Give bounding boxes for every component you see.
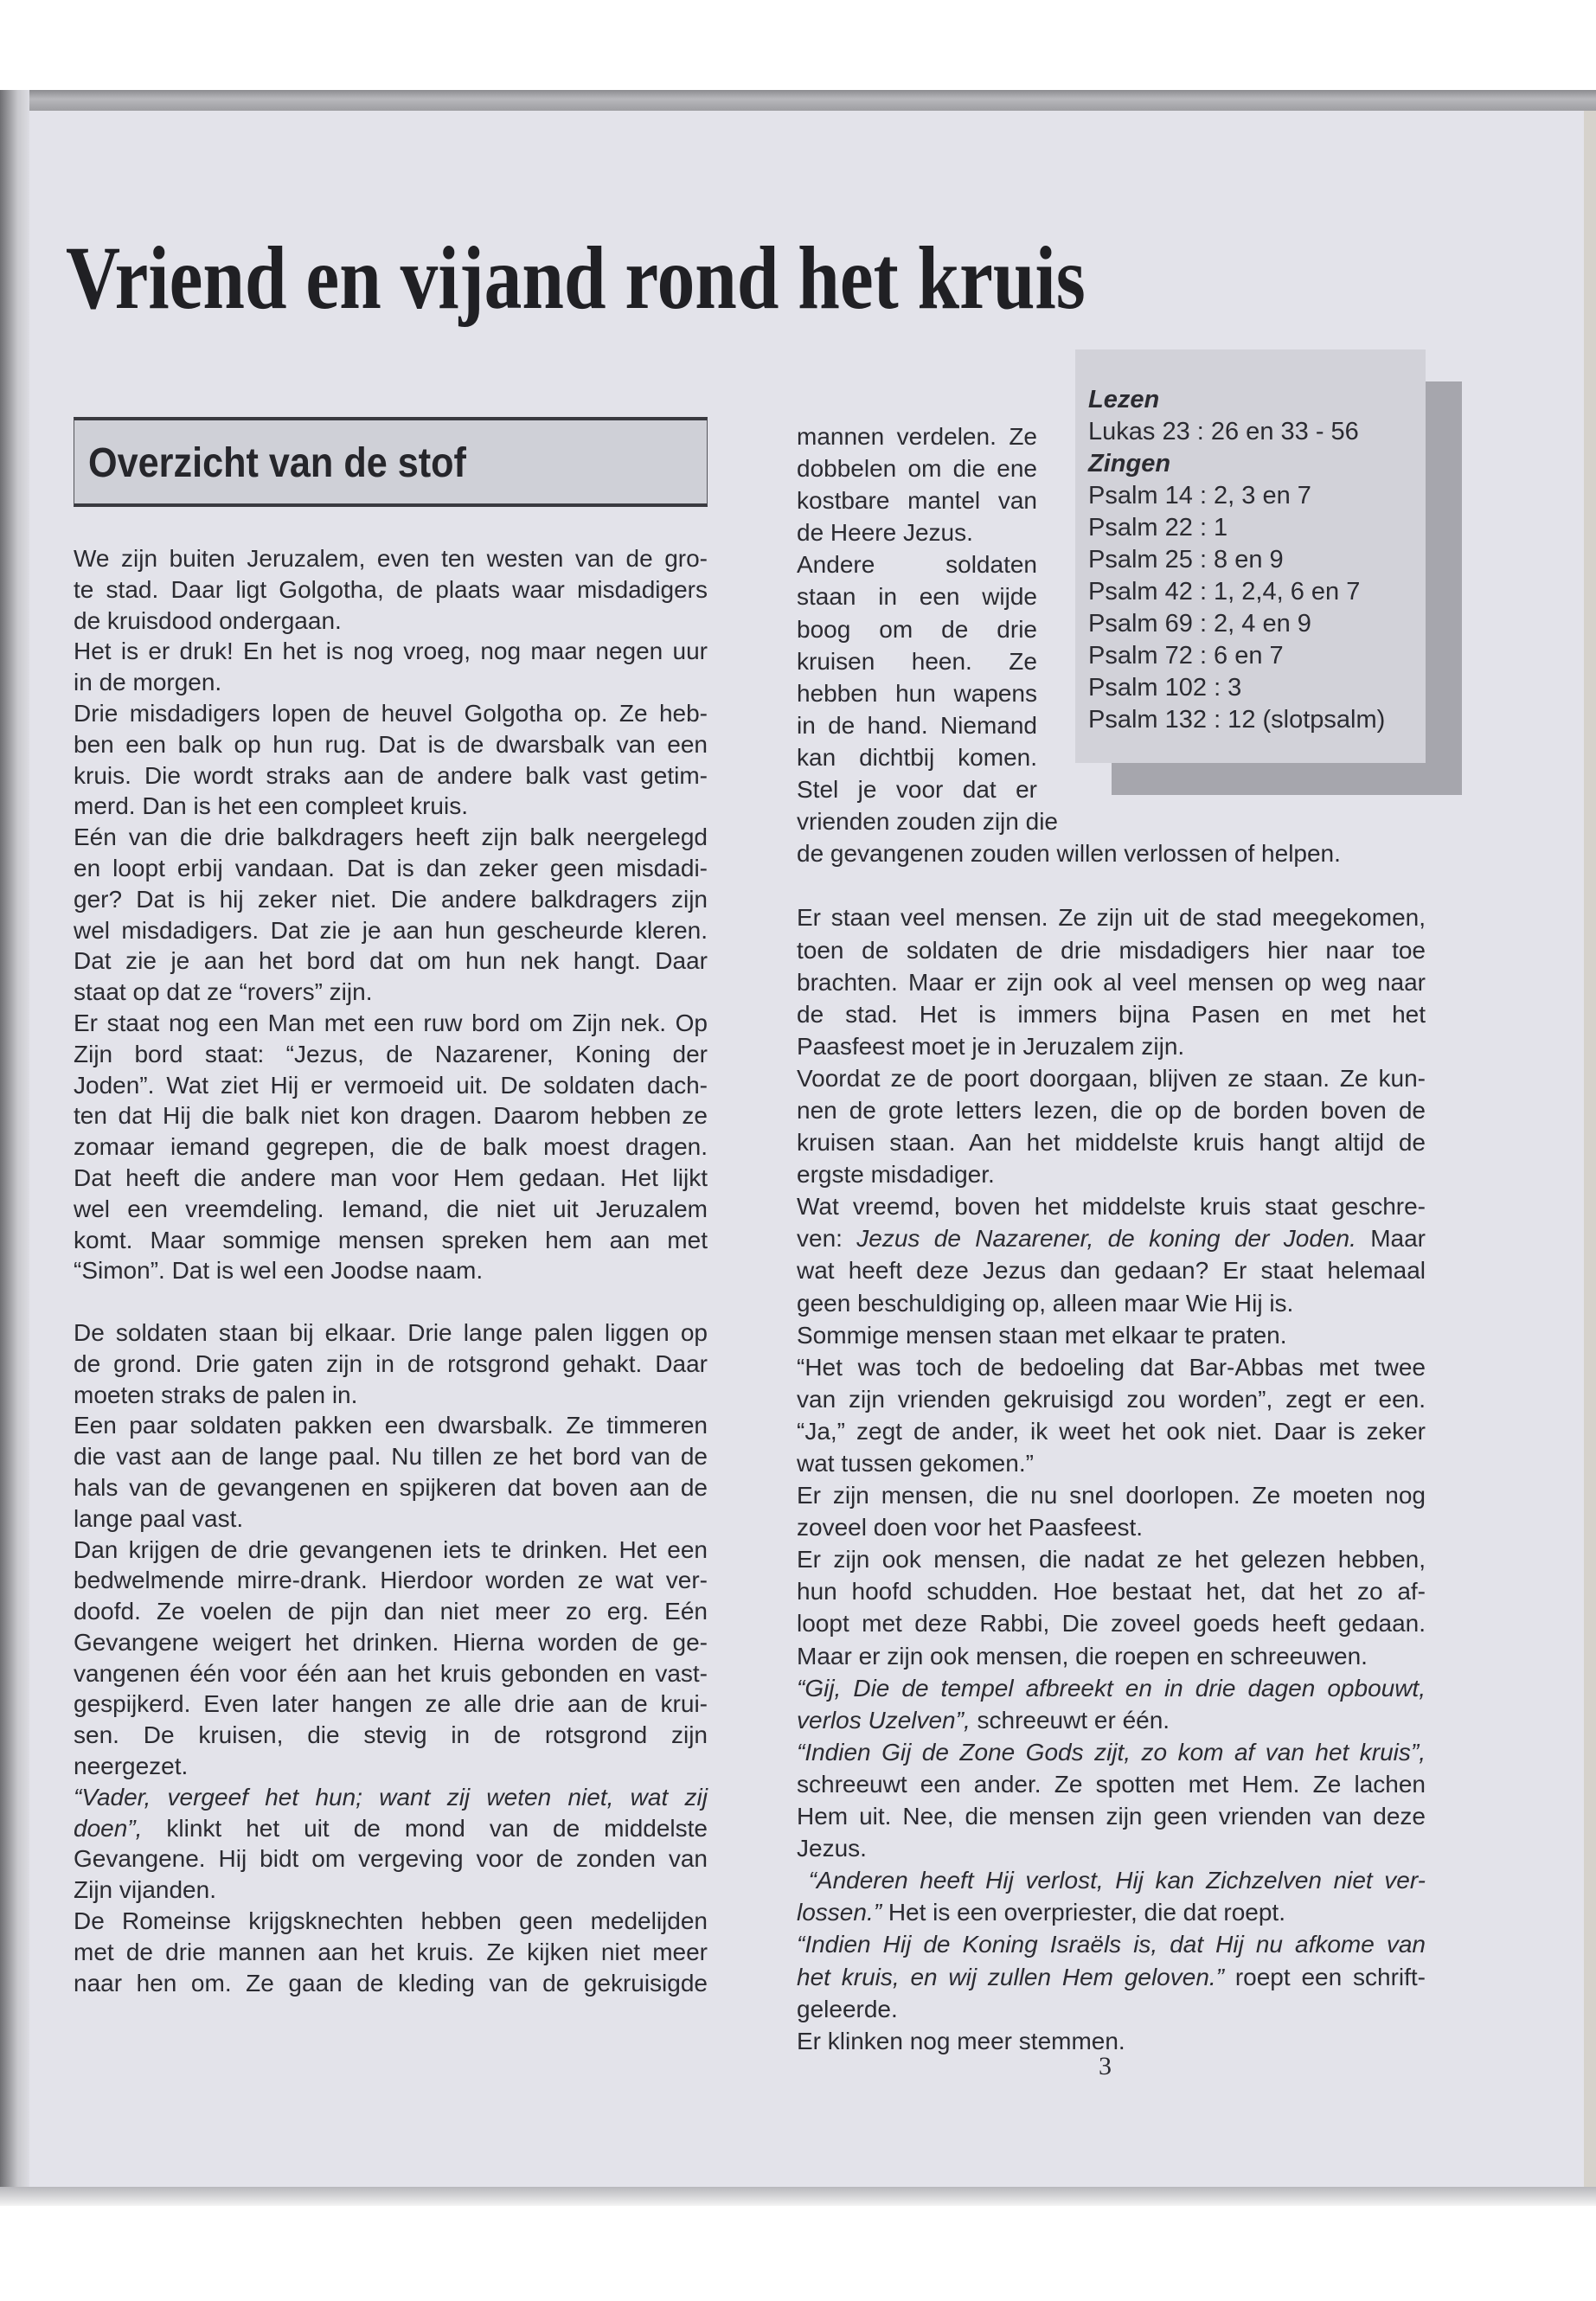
text-line: geleerde. xyxy=(797,1995,898,2022)
text-line: Dat zie je aan het bord dat om hun nek hangt. Daar xyxy=(74,947,708,975)
italic-quote: verlos Uzelven”, xyxy=(797,1706,971,1734)
text-line: ten dat Hij die balk niet kon dragen. Daarom hebben ze xyxy=(74,1102,708,1130)
page-number: 3 xyxy=(1099,2052,1112,2080)
text-line: Dan krijgen de drie gevangenen iets te drinken. Het een xyxy=(74,1535,708,1563)
text-segment: ven: xyxy=(797,1225,857,1253)
text-line: hun hoofd schudden. Hoe bestaat het, dat het zo af- xyxy=(797,1578,1426,1606)
text-line: Er zijn mensen, die nu snel doorlopen. Ze moeten nog xyxy=(797,1482,1426,1509)
text-line: wat tussen gekomen.” xyxy=(797,1450,1034,1477)
text-line: moeten straks de palen in. xyxy=(74,1381,358,1408)
paragraph-gap xyxy=(797,869,1426,901)
text-line: neergezet. xyxy=(74,1753,189,1780)
italic-quote: “Anderen heeft Hij verlost, Hij kan Zichzelven niet ver- xyxy=(797,1867,1426,1894)
text-line: sen. De kruisen, die stevig in de rotsgrond zijn xyxy=(74,1721,708,1749)
italic-quote: doen”, xyxy=(74,1814,143,1842)
text-line: Paasfeest moet je in Jeruzalem zijn. xyxy=(797,1032,1185,1060)
text-line: staat op dat ze “rovers” zijn. xyxy=(74,978,373,1006)
text-line: Een paar soldaten pakken een dwarsbalk. Ze timmeren xyxy=(74,1412,708,1439)
text-line: Er staan veel mensen. Ze zijn uit de stad meegekomen, xyxy=(797,904,1426,932)
text-line xyxy=(797,1736,1426,1768)
text-line: dobbelen om die ene xyxy=(797,455,1037,483)
text-line: lange paal vast. xyxy=(74,1504,244,1532)
paragraph-gap xyxy=(74,1286,708,1317)
text-line: de kruisdood ondergaan. xyxy=(74,606,342,634)
sing-item: Psalm 72 : 6 en 7 xyxy=(1088,642,1284,670)
italic-quote: “Indien Hij de Koning Israëls is, dat Hij nu afkome van xyxy=(797,1931,1426,1958)
sing-item: Psalm 22 : 1 xyxy=(1088,514,1228,542)
text-line: in de hand. Niemand xyxy=(797,711,1037,739)
text-line xyxy=(797,1222,1426,1254)
left-text-column xyxy=(74,543,708,1998)
text-line: wel misdadigers. Dat zie je aan hun gescheurde kleren. xyxy=(74,916,708,944)
sing-heading: Zingen xyxy=(1088,450,1171,478)
text-line: vrienden zouden zijn die xyxy=(797,808,1058,836)
text-line: merd. Dan is het een compleet kruis. xyxy=(74,792,468,820)
text-line: wat heeft deze Jezus dan gedaan? Er staat helemaal xyxy=(797,1257,1426,1285)
text-line: Zijn vijanden. xyxy=(74,1876,216,1904)
overview-heading: Overzicht van de stof xyxy=(88,440,466,486)
text-line: zoveel doen voor het Paasfeest. xyxy=(797,1514,1144,1541)
text-line: ergste misdadiger. xyxy=(797,1161,995,1189)
text-line: zomaar iemand gegrepen, die de balk moest dragen. xyxy=(74,1133,708,1161)
text-line: naar hen om. Ze gaan de kleding van de gekruisigde xyxy=(74,1969,708,1997)
text-line: De soldaten staan bij elkaar. Drie lange palen liggen op xyxy=(74,1318,708,1346)
text-line: Het is er druk! En het is nog vroeg, nog maar negen uur xyxy=(74,638,708,665)
sing-item: Psalm 102 : 3 xyxy=(1088,674,1242,702)
read-heading: Lezen xyxy=(1088,386,1160,413)
text-line xyxy=(797,1928,1426,1960)
text-line: komt. Maar sommige mensen spreken hem aan met xyxy=(74,1226,708,1253)
page-edge xyxy=(1584,111,1596,2187)
text-segment: schreeuwt er één. xyxy=(970,1706,1170,1734)
right-text-column xyxy=(797,420,1426,2057)
italic-quote: het kruis, en wij zullen Hem geloven.” xyxy=(797,1963,1225,1990)
text-line: Er klinken nog meer stemmen. xyxy=(797,2027,1125,2054)
italic-quote: “Indien Gij de Zone Gods zijt, zo kom af van het kruis”, xyxy=(797,1738,1426,1766)
text-line: Voordat ze de poort doorgaan, blijven ze staan. Ze kun- xyxy=(797,1064,1426,1092)
text-line: “Ja,” zegt de ander, ik weet het ook niet. Daar is zeker xyxy=(797,1417,1426,1445)
text-line: die vast aan de lange paal. Nu tillen ze het bord van de xyxy=(74,1443,708,1471)
text-line: toen de soldaten de drie misdadigers hier naar toe xyxy=(797,936,1426,964)
text-line: Er zijn ook mensen, die nadat ze het gelezen hebben, xyxy=(797,1546,1426,1574)
text-line: kruis. Die wordt straks aan de andere balk vast getim- xyxy=(74,761,708,789)
text-line: Wat vreemd, boven het middelste kruis staat geschre- xyxy=(797,1193,1426,1221)
text-line: ger? Dat is hij zeker niet. Die andere balkdragers zijn xyxy=(74,885,708,913)
text-line: Zijn bord staat: “Jezus, de Nazarener, Koning der xyxy=(74,1040,708,1067)
text-line xyxy=(797,1896,1426,1928)
page-bottom-shadow xyxy=(0,2187,1596,2206)
text-line: gespijkerd. Even later hangen ze alle drie aan de krui- xyxy=(74,1690,708,1718)
text-line: Sommige mensen staan met elkaar te praten. xyxy=(797,1321,1287,1349)
text-line: Jezus. xyxy=(797,1835,867,1862)
text-line: de Heere Jezus. xyxy=(797,519,973,547)
book-binding-left xyxy=(0,90,29,2201)
sing-item: Psalm 42 : 1, 2,4, 6 en 7 xyxy=(1088,578,1361,606)
text-line: vangenen één voor één aan het kruis gebonden en vast- xyxy=(74,1659,708,1687)
text-segment: roept een schrift- xyxy=(1224,1963,1426,1990)
text-line: brachten. Maar er zijn ook al veel mensen op weg naar xyxy=(797,968,1426,996)
text-line: de gevangenen zouden willen verlossen of helpen. xyxy=(797,840,1341,868)
text-line: Andere soldaten xyxy=(797,551,1037,579)
text-segment: Het is een overpriester, die dat roept. xyxy=(881,1899,1285,1926)
text-line: ben een balk op hun rug. Dat is de dwarsbalk van een xyxy=(74,730,708,758)
text-line: hals van de gevangenen en spijkeren dat boven aan de xyxy=(74,1473,708,1501)
text-line: hebben hun wapens xyxy=(797,679,1037,707)
text-line: van zijn vrienden gekruisigd zou worden”, zegt er een. xyxy=(797,1385,1426,1413)
text-line: en loopt erbij vandaan. Dat is dan zeker geen misdadi- xyxy=(74,854,708,881)
text-line: bedwelmende mirre-drank. Hierdoor worden ze wat ver- xyxy=(74,1567,708,1594)
italic-quote: “Gij, Die de tempel afbreekt en in drie dagen opbouwt, xyxy=(797,1674,1426,1702)
sing-item: Psalm 69 : 2, 4 en 9 xyxy=(1088,610,1311,638)
text-line: wel een vreemdeling. Iemand, die niet uit Jeruzalem xyxy=(74,1195,708,1222)
text-line: Er staat nog een Man met een ruw bord om Zijn nek. Op xyxy=(74,1009,708,1036)
text-line: schreeuwt een ander. Ze spotten met Hem. Ze lachen xyxy=(797,1770,1426,1798)
sing-item: Psalm 132 : 12 (slotpsalm) xyxy=(1088,706,1386,734)
text-line: Joden”. Wat ziet Hij er vermoeid uit. De soldaten dach- xyxy=(74,1071,708,1099)
text-line: geen beschuldiging op, alleen maar Wie Hij is. xyxy=(797,1289,1294,1317)
text-line: boog om de drie xyxy=(797,615,1037,643)
text-line: te stad. Daar ligt Golgotha, de plaats waar misdadigers xyxy=(74,575,708,603)
text-line: “Simon”. Dat is wel een Joodse naam. xyxy=(74,1257,484,1285)
text-line xyxy=(74,1782,708,1813)
italic-quote: Jezus de Nazarener, de koning der Joden. xyxy=(856,1225,1356,1253)
text-line: Drie misdadigers lopen de heuvel Golgotha op. Ze heb- xyxy=(74,699,708,727)
text-line: kruisen heen. Ze xyxy=(797,647,1037,675)
italic-quote: lossen.” xyxy=(797,1899,882,1926)
text-line xyxy=(797,1961,1426,1993)
text-line: Eén van die drie balkdragers heeft zijn balk neergelegd xyxy=(74,824,708,851)
sing-item: Psalm 14 : 2, 3 en 7 xyxy=(1088,482,1311,510)
text-line: We zijn buiten Jeruzalem, even ten westen van de gro- xyxy=(74,545,708,572)
read-item: Lukas 23 : 26 en 33 - 56 xyxy=(1088,418,1359,445)
text-line: de grond. Drie gaten zijn in de rotsgrond gehakt. Daar xyxy=(74,1349,708,1377)
text-line: kostbare mantel van xyxy=(797,487,1037,515)
text-line: Stel je voor dat er xyxy=(797,776,1037,804)
text-line: loopt met deze Rabbi, Die zoveel goeds heeft gedaan. xyxy=(797,1610,1426,1638)
overview-heading-box xyxy=(74,417,708,507)
text-line: Dat heeft die andere man voor Hem gedaan. Het lijkt xyxy=(74,1163,708,1191)
text-line: doofd. Ze voelen de pijn dan niet meer zo erg. Eén xyxy=(74,1598,708,1625)
text-line: kan dichtbij komen. xyxy=(797,743,1037,771)
italic-quote: “Vader, vergeef het hun; want zij weten niet, wat zij xyxy=(74,1783,708,1811)
text-line: staan in een wijde xyxy=(797,583,1037,611)
text-line: Hem uit. Nee, die mensen zijn geen vrienden van deze xyxy=(797,1803,1426,1830)
text-line: Gevangene weigert het drinken. Hierna worden de ge- xyxy=(74,1628,708,1656)
text-segment: Maar xyxy=(1356,1225,1426,1253)
text-line: kruisen staan. Aan het middelste kruis hangt altijd de xyxy=(797,1129,1426,1157)
sing-item: Psalm 25 : 8 en 9 xyxy=(1088,546,1284,574)
text-line: nen de grote letters lezen, die op de borden boven de xyxy=(797,1096,1426,1124)
text-line: met de drie mannen aan het kruis. Ze kijken niet meer xyxy=(74,1938,708,1965)
text-line: in de morgen. xyxy=(74,669,222,696)
text-line xyxy=(797,1864,1426,1896)
text-line xyxy=(797,1672,1426,1704)
text-line: mannen verdelen. Ze xyxy=(797,423,1037,450)
text-line xyxy=(74,1813,708,1844)
text-segment: klinkt het uit de mond van de middelste xyxy=(142,1814,708,1842)
text-line: “Het was toch de bedoeling dat Bar-Abbas met twee xyxy=(797,1353,1426,1381)
text-line: De Romeinse krijgsknechten hebben geen medelijden xyxy=(74,1907,708,1935)
text-line: Maar er zijn ook mensen, die roepen en schreeuwen. xyxy=(797,1642,1368,1670)
page-title: Vriend en vijand rond het kruis xyxy=(66,228,1086,328)
text-line: Gevangene. Hij bidt om vergeving voor de zonden van xyxy=(74,1845,708,1873)
book-binding-top xyxy=(0,90,1596,112)
text-line: de stad. Het is immers bijna Pasen en met het xyxy=(797,1000,1426,1028)
text-line xyxy=(797,1704,1426,1736)
